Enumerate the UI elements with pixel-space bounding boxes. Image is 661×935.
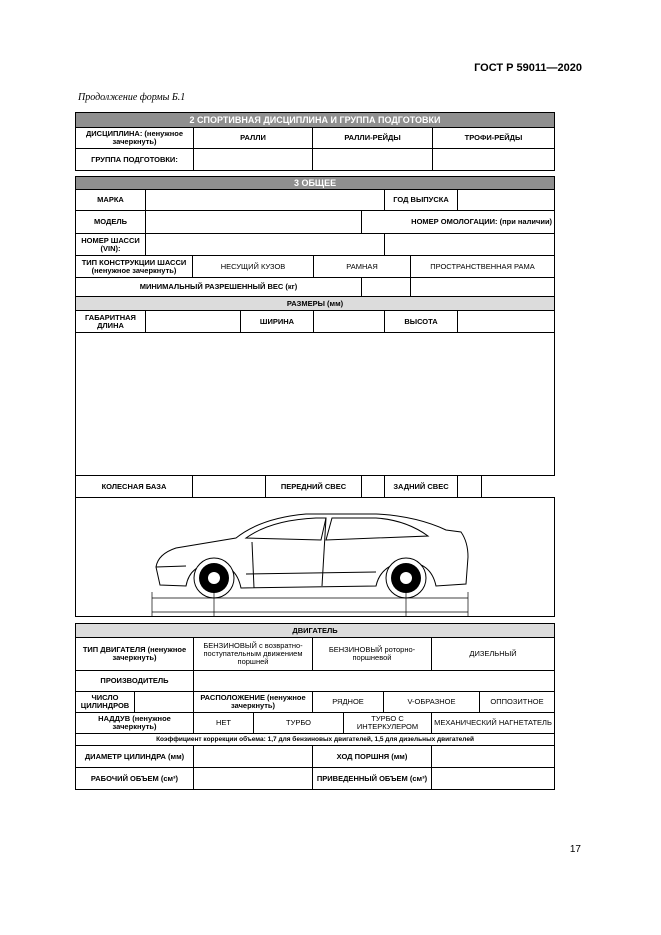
wheelbase-field[interactable] [193,476,266,498]
group-label: ГРУППА ПОДГОТОВКИ: [76,149,194,171]
model-field[interactable] [146,211,362,234]
group-field-1[interactable] [194,149,313,171]
manufacturer-label: ПРОИЗВОДИТЕЛЬ [76,671,194,692]
discipline-rally-raid[interactable]: РАЛЛИ-РЕЙДЫ [313,128,433,149]
engine-type-piston[interactable]: БЕНЗИНОВЫЙ с возвратно-поступательным движением поршней [194,638,313,671]
make-field[interactable] [146,190,385,211]
section2-table [75,112,555,171]
height-field[interactable] [458,311,555,333]
rear-overhang-field[interactable] [458,476,482,498]
boost-turbo[interactable]: ТУРБО [254,713,344,734]
min-weight-field[interactable] [362,278,411,297]
boost-label: НАДДУВ (ненужное зачеркнуть) [76,713,194,734]
boost-turbo-intercooler[interactable]: ТУРБО С ИНТЕРКУЛЕРОМ [344,713,432,734]
displacement-field[interactable] [194,768,313,790]
wheelbase-label: КОЛЕСНАЯ БАЗА [76,476,193,498]
chassis-field-extra[interactable] [385,234,555,256]
length-label: ГАБАРИТНАЯ ДЛИНА [76,311,146,333]
engine-type-label: ТИП ДВИГАТЕЛЯ (ненужное зачеркнуть) [76,638,194,671]
section3-title: 3 ОБЩЕЕ [76,177,555,190]
cylinders-label: ЧИСЛО ЦИЛИНДРОВ [76,692,135,713]
coefficient-note: Коэффициент коррекции объема: 1,7 для бензиновых двигателей, 1,5 для дизельных двигателей [76,734,555,746]
engine-type-diesel[interactable]: ДИЗЕЛЬНЫЙ [432,638,555,671]
stroke-field[interactable] [432,746,555,768]
document-code: ГОСТ Р 59011—2020 [474,62,582,74]
make-label: МАРКА [76,190,146,211]
section2-title: 2 СПОРТИВНАЯ ДИСЦИПЛИНА И ГРУППА ПОДГОТОВКИ [76,113,555,128]
engine-title: ДВИГАТЕЛЬ [76,624,555,638]
height-label: ВЫСОТА [385,311,458,333]
drawing-area[interactable] [76,333,555,476]
year-field[interactable] [458,190,555,211]
chassis-type-space-frame[interactable]: ПРОСТРАНСТВЕННАЯ РАМА [411,256,555,278]
dimensions-label: РАЗМЕРЫ (мм) [76,297,555,311]
blank-cell [482,476,555,498]
engine-table [75,623,555,790]
displacement-label: РАБОЧИЙ ОБЪЕМ (см³) [76,768,194,790]
chassis-type-monocoque[interactable]: НЕСУЩИЙ КУЗОВ [193,256,314,278]
min-weight-label: МИНИМАЛЬНЫЙ РАЗРЕШЕННЫЙ ВЕС (кг) [76,278,362,297]
reduced-displacement-field[interactable] [432,768,555,790]
stroke-label: ХОД ПОРШНЯ (мм) [313,746,432,768]
continuation-note: Продолжение формы Б.1 [78,92,186,103]
rear-overhang-label: ЗАДНИЙ СВЕС [385,476,458,498]
manufacturer-field[interactable] [194,671,555,692]
chassis-type-label: ТИП КОНСТРУКЦИИ ШАССИ (ненужное зачеркнуть) [76,256,193,278]
model-label: МОДЕЛЬ [76,211,146,234]
boost-supercharger[interactable]: МЕХАНИЧЕСКИЙ НАГНЕТАТЕЛЬ [432,713,555,734]
bore-label: ДИАМЕТР ЦИЛИНДРА (мм) [76,746,194,768]
layout-boxer[interactable]: ОППОЗИТНОЕ [480,692,555,713]
discipline-trophy-raid[interactable]: ТРОФИ-РЕЙДЫ [433,128,555,149]
chassis-label: НОМЕР ШАССИ (VIN): [76,234,146,256]
chassis-type-frame[interactable]: РАМНАЯ [314,256,411,278]
engine-type-rotary[interactable]: БЕНЗИНОВЫЙ роторно-поршневой [313,638,432,671]
homologation-label: НОМЕР ОМОЛОГАЦИИ: (при наличии) [362,211,555,234]
layout-label: РАСПОЛОЖЕНИЕ (ненужное зачеркнуть) [194,692,313,713]
group-field-2[interactable] [313,149,433,171]
front-overhang-field[interactable] [362,476,385,498]
group-field-3[interactable] [433,149,555,171]
chassis-field[interactable] [146,234,385,256]
width-field[interactable] [314,311,385,333]
boost-none[interactable]: НЕТ [194,713,254,734]
car-side-view-image [76,502,553,622]
reduced-displacement-label: ПРИВЕДЕННЫЙ ОБЪЕМ (см³) [313,768,432,790]
discipline-rally[interactable]: РАЛЛИ [194,128,313,149]
discipline-label: ДИСЦИПЛИНА: (ненужное зачеркнуть) [76,128,194,149]
page-number: 17 [569,844,581,855]
layout-inline[interactable]: РЯДНОЕ [313,692,384,713]
year-label: ГОД ВЫПУСКА [385,190,458,211]
layout-v[interactable]: V-ОБРАЗНОЕ [384,692,480,713]
cylinders-field[interactable] [135,692,194,713]
min-weight-extra[interactable] [411,278,555,297]
bore-field[interactable] [194,746,313,768]
length-field[interactable] [146,311,241,333]
width-label: ШИРИНА [241,311,314,333]
front-overhang-label: ПЕРЕДНИЙ СВЕС [266,476,362,498]
